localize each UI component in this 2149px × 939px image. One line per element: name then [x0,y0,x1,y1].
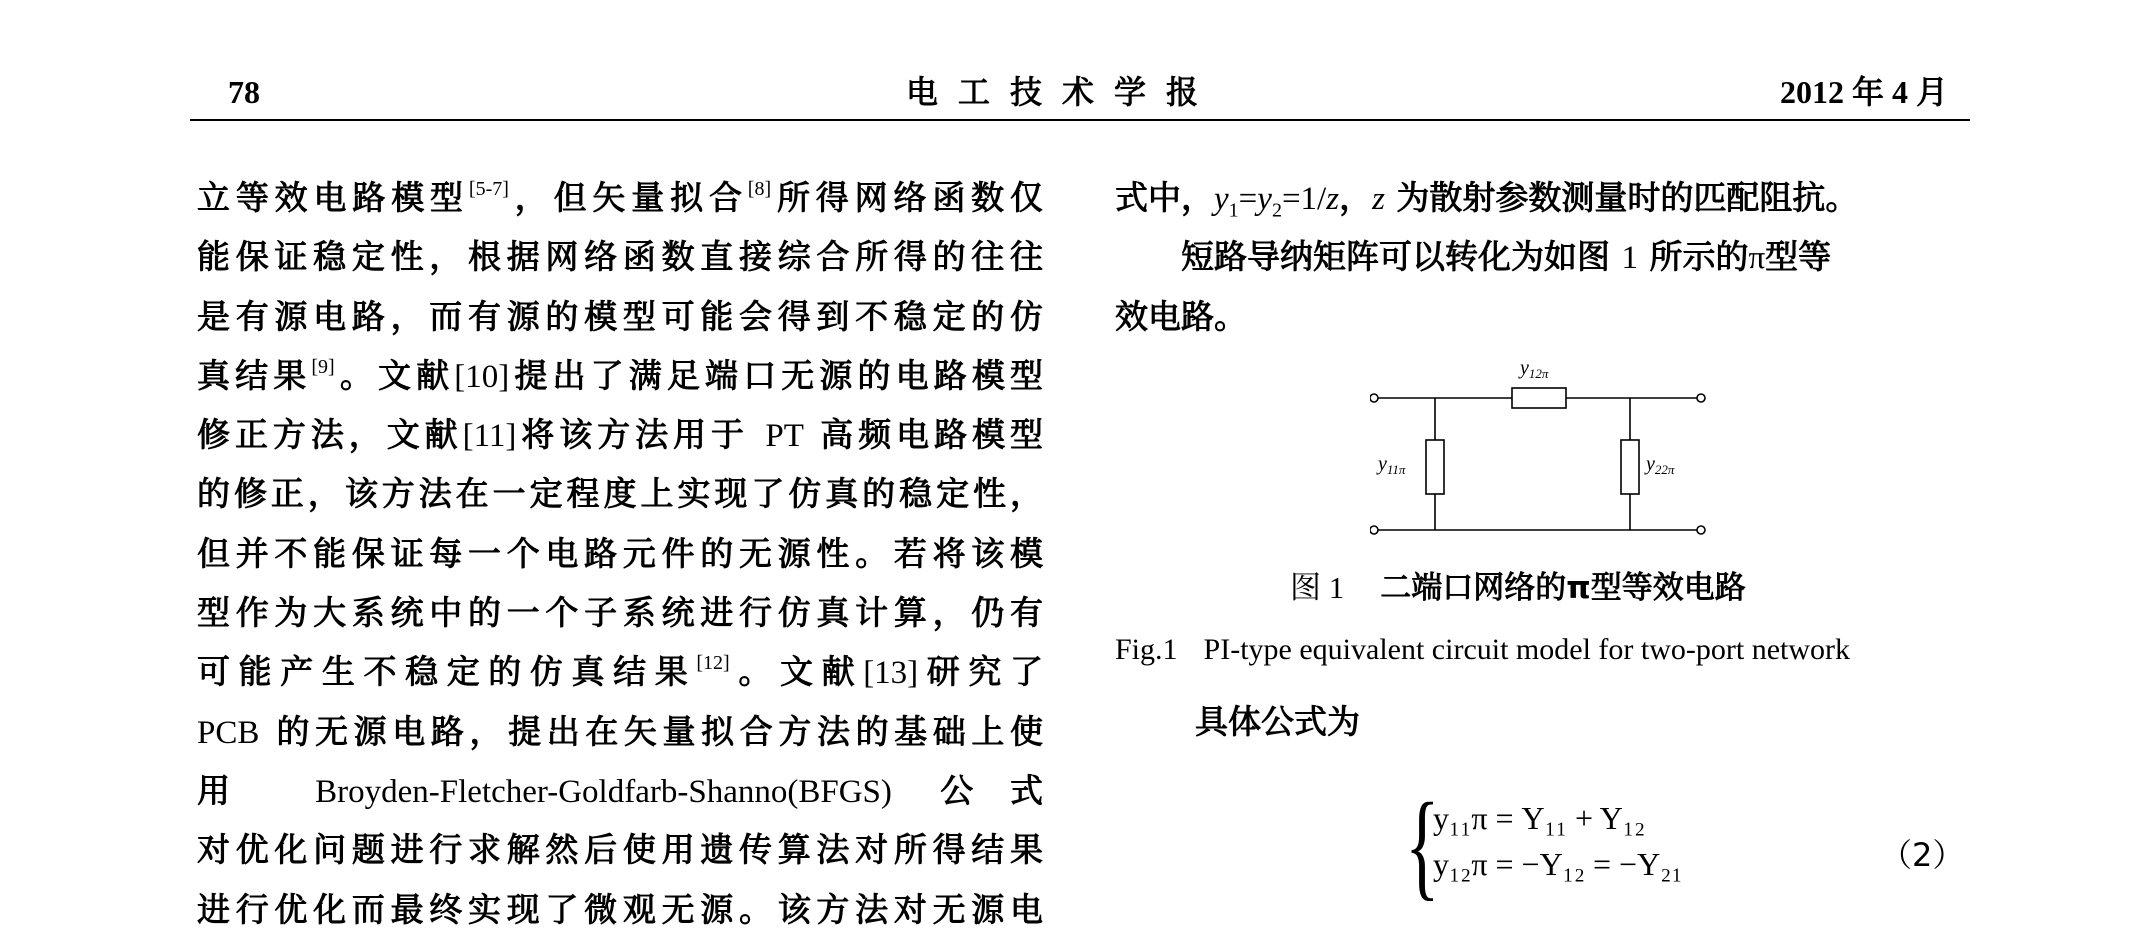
text-line: 能保证稳定性，根据网络函数直接综合所得的往往 [197,237,1043,277]
figure-caption-en [1115,630,1850,670]
terminal-bottom-left [1370,526,1378,534]
label-y12: y [1520,357,1529,379]
text-line: 是有源电路，而有源的模型可能会得到不稳定的仿 [197,296,1043,336]
citation: [12] [696,652,730,675]
figure-label-en: Fig.1 [1115,633,1178,666]
resistor-y22 [1621,440,1639,494]
text-line: 进行优化而最终实现了微观无源。该方法对无源电 [197,889,1043,929]
equation-number: （2） [1880,836,1965,874]
text-line: 式中，$y_1=y_2=1/z$，z 为散射参数测量时的匹配阻抗。 [1115,178,1859,222]
equation-line-2: y₁₂π = −Y₁₂ = −Y₂₁ [1433,846,1683,882]
text-line: 真结果[9]。文献[10]提出了满足端口无源的电路模型 [197,355,1044,395]
figure-caption-zh-text: 二端口网络的π型等效电路 [1380,570,1746,606]
resistor-y11 [1426,440,1444,494]
equation-line-1: y₁₁π = Y₁₁ + Y₁₂ [1433,800,1646,836]
figure-caption-zh [1290,568,1746,608]
text-line: 可能产生不稳定的仿真结果[12]。文献[13]研究了 [197,652,1044,692]
text-line: 效电路。 [1115,296,1247,336]
figure-number-zh: 图 1 [1290,570,1345,605]
text-line: 短路导纳矩阵可以转化为如图 1 所示的π型等 [1181,237,1832,277]
pi-circuit-diagram [1370,352,1720,542]
formula-intro: 具体公式为 [1195,702,1360,741]
text-line: 立等效电路模型[5-7]，但矢量拟合[8]所得网络函数仅 [197,178,1044,217]
right-column [1115,168,1965,346]
terminal-top-left [1370,394,1378,402]
text-line: 修正方法，文献[11]将该方法用于 PT 高频电路模型 [197,415,1043,455]
journal-title: 电工技术学报 [906,73,1219,111]
svg-text:y11π [1376,453,1406,477]
label-y11-sub: 11π [1386,462,1406,477]
citation: [9] [311,355,335,378]
label-y22: y [1646,453,1655,475]
issue-date: 2012 年 4 月 [1780,74,1949,110]
terminal-bottom-right [1697,526,1705,534]
svg-text:y12π [1518,357,1549,381]
text-line: 用 Broyden-Fletcher-Goldfarb-Shanno(BFGS) 公式 [197,770,1044,810]
label-y11: y [1378,453,1387,475]
label-y12-sub: 12π [1528,366,1549,381]
page-number: 78 [228,74,260,110]
citation: [8] [747,178,772,200]
terminal-top-right [1697,394,1705,402]
text-line: 的修正，该方法在一定程度上实现了仿真的稳定性， [197,474,1043,514]
text-line: 但并不能保证每一个电路元件的无源性。若将该模 [197,533,1043,573]
resistor-y12 [1512,388,1566,408]
text-line: 型作为大系统中的一个子系统进行仿真计算，仍有 [197,593,1043,633]
citation: [5-7] [468,178,509,200]
label-y22-sub: 22π [1654,462,1675,477]
text-line: 对优化问题进行求解然后使用遗传算法对所得结果 [197,830,1043,870]
svg-text:y22π [1644,453,1675,477]
text-line: PCB 的无源电路，提出在矢量拟合方法的基础上使 [197,711,1043,751]
left-column [197,168,1043,939]
header-rule [190,119,1970,121]
left-brace: { [1405,778,1440,911]
equation-block [1405,778,2005,911]
figure-caption-en-text: PI-type equivalent circuit model for two-port network [1203,633,1851,666]
